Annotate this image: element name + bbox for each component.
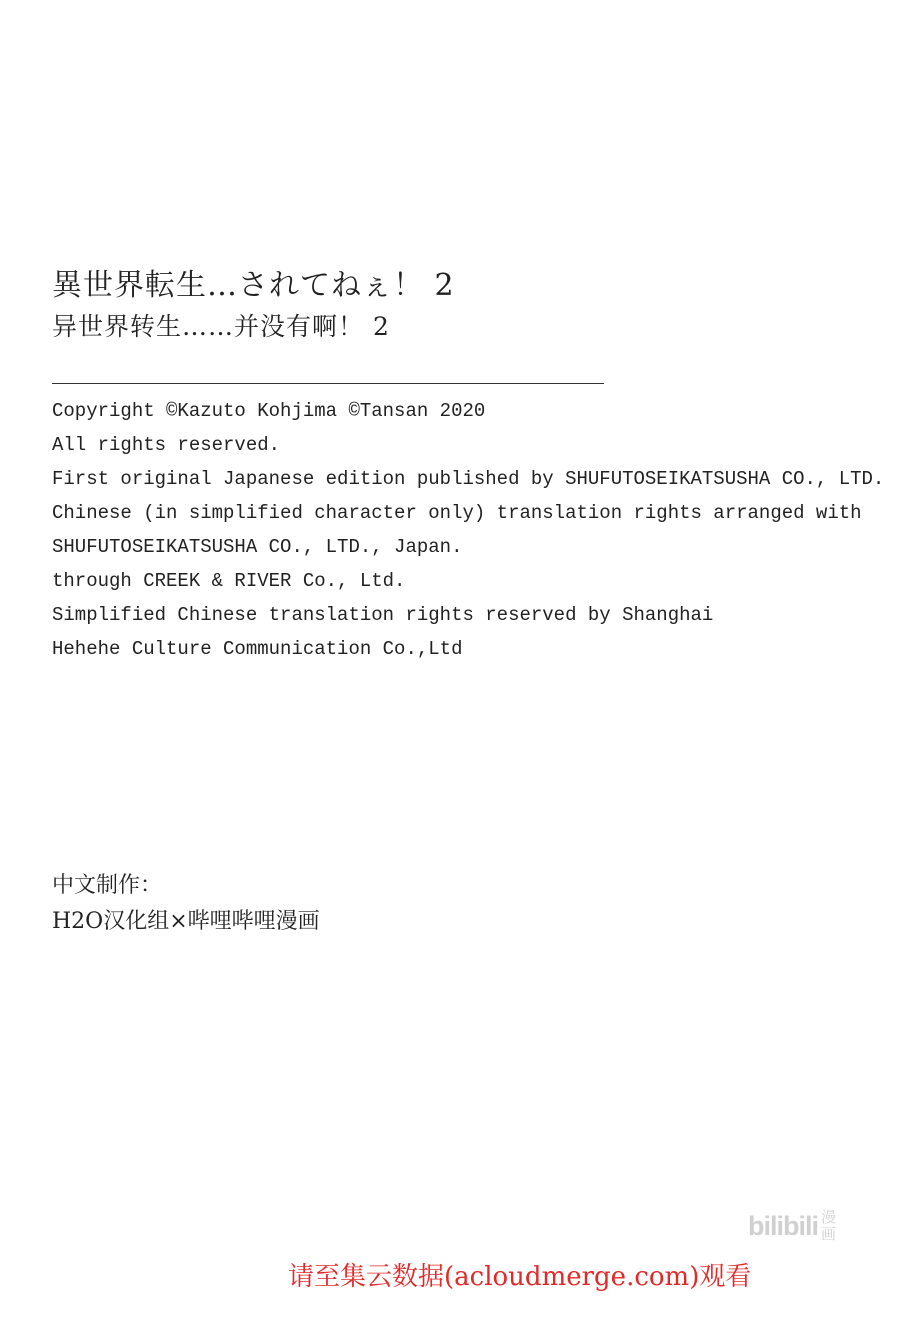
copyright-line: Chinese (in simplified character only) translation rights arranged with — [52, 502, 862, 524]
logo-suffix: 漫画 — [821, 1208, 837, 1243]
copyright-line: Hehehe Culture Communication Co.,Ltd — [52, 638, 463, 660]
copyright-line: Copyright ©Kazuto Kohjima ©Tansan 2020 — [52, 400, 486, 422]
bilibili-logo — [748, 1204, 868, 1248]
credits-heading: 中文制作： — [52, 873, 163, 898]
divider-line — [52, 383, 604, 384]
copyright-line: Simplified Chinese translation rights reserved by Shanghai — [52, 604, 714, 626]
credits-team: H2O汉化组×哔哩哔哩漫画 — [52, 909, 320, 934]
logo-word: bilibili — [748, 1210, 818, 1241]
copyright-line: SHUFUTOSEIKATSUSHA CO., LTD., Japan. — [52, 536, 463, 558]
copyright-line: All rights reserved. — [52, 434, 281, 456]
copyright-line: First original Japanese edition published by SHUFUTOSEIKATSUSHA CO., LTD. — [52, 468, 885, 490]
watermark-text: 请至集云数据(acloudmerge.com)观看 — [288, 1262, 752, 1292]
copyright-line: through CREEK & RIVER Co., Ltd. — [52, 570, 406, 592]
copyright-block — [52, 394, 884, 666]
title-japanese: 異世界転生…されてねぇ！ 2 — [52, 268, 455, 303]
credits-block — [52, 868, 320, 940]
title-chinese: 异世界转生……并没有啊！ 2 — [52, 312, 390, 341]
